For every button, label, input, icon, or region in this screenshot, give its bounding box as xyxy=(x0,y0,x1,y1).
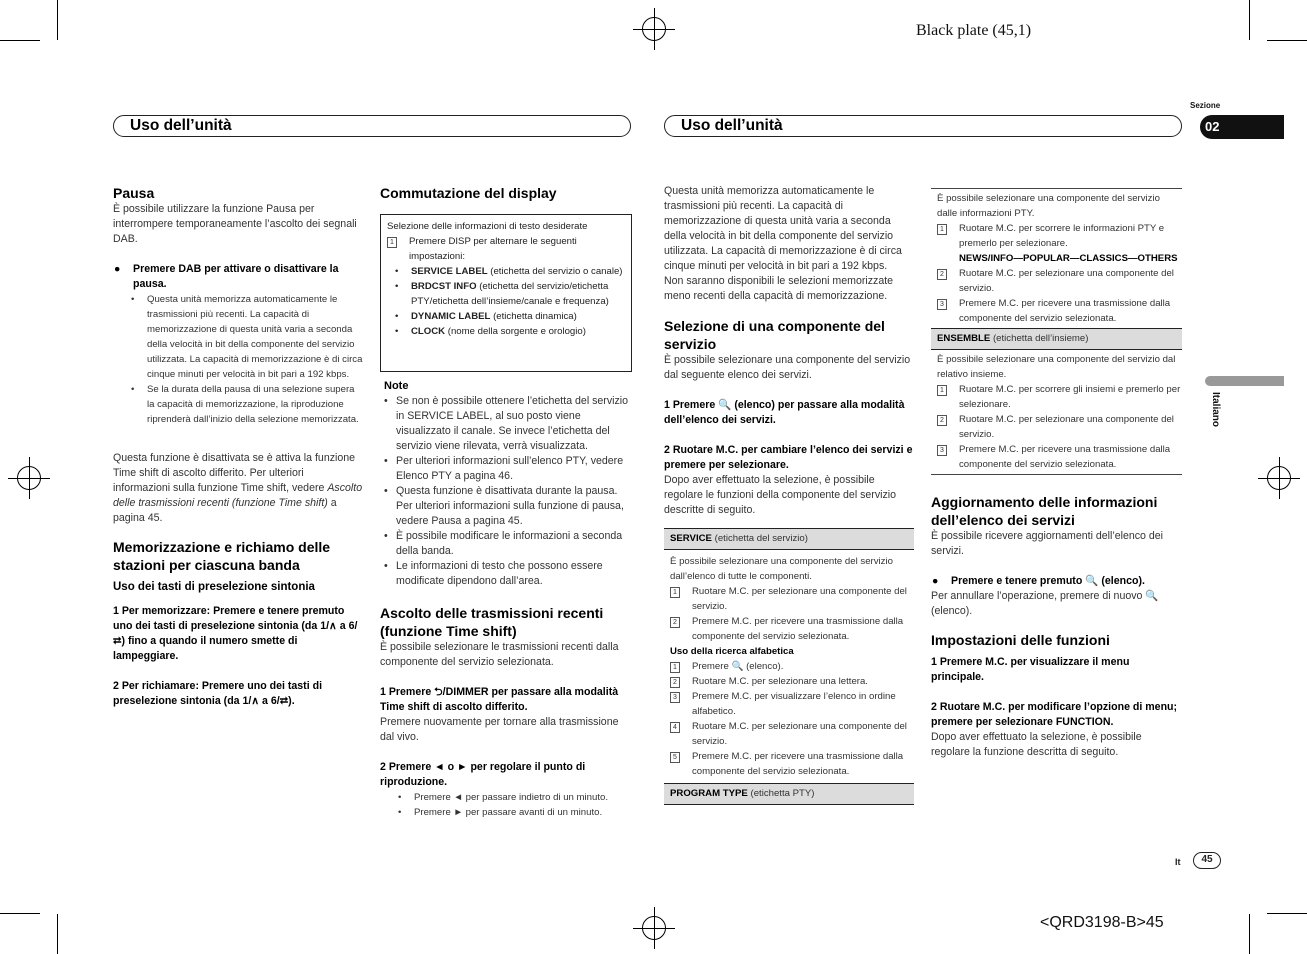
func-title: Impostazioni delle funzioni xyxy=(931,632,1110,648)
sel-step-2-text: Dopo aver effettuato la selezione, è possibile regolare le funzioni della componente del servizio descritte di seguito. xyxy=(664,474,897,516)
pty-step-2: 2 Ruotare M.C. per selezionare una componente del servizio. xyxy=(937,266,1182,296)
step-text: Ruotare M.C. per selezionare una componente del servizio. xyxy=(959,414,1174,440)
timeshift-page: a pagina 45. xyxy=(113,497,337,524)
upd-step: ● Premere e tenere premuto 🔍 (elenco). xyxy=(932,575,1145,587)
item-rest: (etichetta del servizio/etichetta PTY/etichetta dell’insieme/canale e frequenza) xyxy=(411,281,609,307)
pausa-text: È possibile utilizzare la funzione Pausa per interrompere temporaneamente l’ascolto dei segnali DAB. xyxy=(113,203,357,245)
list-item: • Premere ◄ per passare indietro di un minuto. xyxy=(380,790,632,805)
step-text: Premere M.C. per ricevere una trasmissione dalla componente del servizio selezionata. xyxy=(692,751,904,777)
item-rest: (etichetta del servizio o canale) xyxy=(487,266,623,277)
timeshift-note-text: Questa funzione è disattivata se è attiva la funzione Time shift di ascolto differito. Per ulteriori informazioni sulla funzione Time shift, vedere xyxy=(113,452,356,494)
page-number-text: 45 xyxy=(1201,854,1213,865)
pausa-step-text: Premere DAB per attivare o disattivare la pausa. xyxy=(133,263,339,290)
crop-mark xyxy=(1267,913,1307,914)
sel-text: È possibile selezionare una componente del servizio dal seguente elenco dei servizi. xyxy=(664,354,911,381)
pty-text: È possibile selezionare una componente del servizio dalle informazioni PTY. xyxy=(937,193,1160,219)
ens-step-1: 1 Ruotare M.C. per scorrere gli insiemi e premerlo per selezionare. xyxy=(937,382,1182,412)
step-text: Ruotare M.C. per selezionare una componente del servizio. xyxy=(692,721,907,747)
crop-mark xyxy=(1249,0,1250,40)
service-bar xyxy=(664,528,914,550)
mem-step-1: 1 Per memorizzare: Premere e tenere premuto uno dei tasti di preselezione sintonia (da 1/∧ a 6/⮂) fino a quando il numero smette di lampeggiare. xyxy=(113,605,358,662)
item-rest: (etichetta dinamica) xyxy=(490,311,577,322)
mem-step-2: 2 Per richiamare: Premere uno dei tasti di preselezione sintonia (da 1/∧ a 6/⮂). xyxy=(113,680,323,707)
list-item xyxy=(377,279,625,309)
bar-bold: PROGRAM TYPE xyxy=(670,788,748,799)
list-item: • Se non è possibile ottenere l’etichetta del servizio in SERVICE LABEL, al suo posto viene visualizzato il canale. Se invece l’etichetta del servizio viene rilevata, verrà visualizzata. xyxy=(380,394,632,454)
list-item: • Le informazioni di testo che possono essere modificate dipendono dall’area. xyxy=(380,559,632,589)
item-bold: CLOCK xyxy=(411,326,446,337)
registration-mark-icon xyxy=(642,916,666,940)
alpha-step-1: 1 Premere 🔍 (elenco). xyxy=(670,659,914,674)
pty-list: NEWS/INFO—POPULAR—CLASSICS—OTHERS xyxy=(959,253,1178,264)
column-2 xyxy=(380,184,632,202)
list-item: • Questa unità memorizza automaticamente le trasmissioni più recenti. La capacità di memorizzazione di questa unità varia a seconda della velocità in bit della componente del servizio utilizzata. La capacità di memorizzazione è di circa cinque minuti per velocità in bit pari a 192 kbps. xyxy=(113,292,363,382)
list-item xyxy=(377,309,625,324)
list-item: • Premere ► per passare avanti di un minuto. xyxy=(380,805,632,820)
display-box xyxy=(380,214,632,372)
list-item xyxy=(377,324,625,339)
ts-step-1-text: Premere nuovamente per tornare alla trasmissione dal vivo. xyxy=(380,716,619,743)
column-4 xyxy=(931,188,1182,760)
ts-bullets xyxy=(380,790,632,820)
alpha-title: Uso della ricerca alfabetica xyxy=(670,646,794,657)
mem-title: Memorizzazione e richiamo delle stazioni per ciascuna banda xyxy=(113,539,331,573)
step-text: Ruotare M.C. per scorrere le informazioni PTY e premerlo per selezionare. xyxy=(959,223,1165,249)
pausa-bullets xyxy=(113,292,363,427)
column-2-notes xyxy=(380,379,632,820)
step-text: Ruotare M.C. per selezionare una componente del servizio. xyxy=(959,268,1174,294)
registration-mark-icon xyxy=(642,17,666,41)
side-tab xyxy=(1205,376,1284,386)
crop-mark xyxy=(57,0,58,40)
sezione-label: Sezione xyxy=(1190,101,1221,110)
ens-text: È possibile selezionare una componente del servizio dal relativo insieme. xyxy=(937,354,1176,380)
sel-step-2: 2 Ruotare M.C. per cambiare l’elenco dei servizi e premere per selezionare. xyxy=(664,444,913,471)
upd-step-detail: Per annullare l’operazione, premere di nuovo 🔍 (elenco). xyxy=(931,590,1159,617)
ens-step-3: 3 Premere M.C. per ricevere una trasmissione dalla componente del servizio selezionata. xyxy=(937,442,1182,472)
pausa-title: Pausa xyxy=(113,185,155,201)
alpha-step-2: 2 Ruotare M.C. per selezionare una lettera. xyxy=(670,674,914,689)
page-number xyxy=(1193,852,1221,869)
mem-subtitle: Uso dei tasti di preselezione sintonia xyxy=(113,581,315,593)
registration-mark-icon xyxy=(1267,466,1291,490)
note-title: Note xyxy=(384,380,409,392)
page-lang: It xyxy=(1175,857,1181,867)
ts-step-1: 1 Premere ⮌/DIMMER per passare alla modalità Time shift di ascolto differito. xyxy=(380,686,619,713)
step-text: Premere M.C. per ricevere una trasmissione dalla componente del servizio selezionata. xyxy=(959,444,1171,470)
registration-mark-icon xyxy=(17,466,41,490)
alpha-step-3: 3 Premere M.C. per visualizzare l’elenco in ordine alfabetico. xyxy=(670,689,914,719)
step-text: Premere M.C. per ricevere una trasmissione dalla componente del servizio selezionata. xyxy=(959,298,1171,324)
timeshift-ref-link[interactable]: Ascolto delle trasmissioni recenti (funzione Time shift) xyxy=(113,482,363,509)
item-bold: BRDCST INFO xyxy=(411,281,477,292)
crop-mark xyxy=(1267,40,1307,41)
notes-list xyxy=(380,394,632,589)
service-step-1: 1 Ruotare M.C. per selezionare una componente del servizio. xyxy=(670,584,914,614)
step-text: Ruotare M.C. per scorrere gli insiemi e premerlo per selezionare. xyxy=(959,384,1181,410)
bar-bold: SERVICE xyxy=(670,533,712,544)
header-right: Uso dell’unità xyxy=(664,115,1182,137)
crop-mark xyxy=(0,40,40,41)
disp-title: Commutazione del display xyxy=(380,185,557,201)
bar-rest: (etichetta del servizio) xyxy=(711,533,808,544)
ts-title: Ascolto delle trasmissioni recenti (funzione Time shift) xyxy=(380,605,604,639)
step-text: Ruotare M.C. per selezionare una lettera. xyxy=(692,676,868,687)
column-3 xyxy=(664,184,914,805)
list-item: • Questa funzione è disattivata durante la pausa. Per ulteriori informazioni sulla funzione di pausa, vedere Pausa a pagina 45. xyxy=(380,484,632,529)
alpha-step-4: 4 Ruotare M.C. per selezionare una componente del servizio. xyxy=(670,719,914,749)
service-text: È possibile selezionare una componente del servizio dall’elenco di tutte le componenti. xyxy=(670,556,893,582)
list-item: • Per ulteriori informazioni sull’elenco PTY, vedere Elenco PTY a pagina 46. xyxy=(380,454,632,484)
bar-rest: (etichetta dell’insieme) xyxy=(990,333,1089,344)
list-item: • È possibile modificare le informazioni a seconda della banda. xyxy=(380,529,632,559)
pty-step-1: 1 Ruotare M.C. per scorrere le informazioni PTY e premerlo per selezionare. xyxy=(937,221,1182,251)
bar-bold: ENSEMBLE xyxy=(937,333,991,344)
alpha-step-5: 5 Premere M.C. per ricevere una trasmissione dalla componente del servizio selezionata. xyxy=(670,749,914,779)
crop-mark xyxy=(57,914,58,954)
item-bold: SERVICE LABEL xyxy=(411,266,488,277)
ts-text: È possibile selezionare le trasmissioni recenti dalla componente del servizio selezionata. xyxy=(380,641,619,668)
intro-text: Questa unità memorizza automaticamente le trasmissioni più recenti. La capacità di memorizzazione di questa unità varia a seconda della velocità in bit della componente del servizio utilizzata. La capacità di memorizzazione è di circa cinque minuti per velocità in bit pari a 192 kbps. Non saranno disponibili le selezioni memorizzate meno recenti della capacità di memorizzazione. xyxy=(664,185,902,302)
footer-code: <QRD3198-B>45 xyxy=(1040,914,1164,931)
step-text: Ruotare M.C. per selezionare una componente del servizio. xyxy=(692,586,907,612)
service-step-2: 2 Premere M.C. per ricevere una trasmissione dalla componente del servizio selezionata. xyxy=(670,614,914,644)
upd-text: È possibile ricevere aggiornamenti dell’elenco dei servizi. xyxy=(931,530,1164,557)
list-item: • Se la durata della pausa di una selezione supera la capacità di memorizzazione, la riproduzione riprenderà dall’inizio della selezione memorizzata. xyxy=(113,382,363,427)
pty-bar xyxy=(664,783,914,805)
step-text: Premere M.C. per visualizzare l’elenco in ordine alfabetico. xyxy=(692,691,896,717)
step-text: Premere 🔍 (elenco). xyxy=(692,661,784,672)
upd-step-text: Premere e tenere premuto 🔍 (elenco). xyxy=(951,575,1145,587)
bar-rest: (etichetta PTY) xyxy=(747,788,815,799)
box-step: 1 Premere DISP per alternare le seguenti impostazioni: xyxy=(387,234,625,264)
func-step-2-text: Dopo aver effettuato la selezione, è possibile regolare la funzione descritta di seguito. xyxy=(931,731,1142,758)
timeshift-note xyxy=(113,451,363,526)
section-number xyxy=(1200,115,1284,139)
crop-mark xyxy=(1249,914,1250,954)
upd-title: Aggiornamento delle informazioni dell’elenco dei servizi xyxy=(931,494,1158,528)
crop-mark xyxy=(0,913,40,914)
sel-title: Selezione di una componente del servizio xyxy=(664,318,885,352)
func-step-2: 2 Ruotare M.C. per modificare l’opzione di menu; premere per selezionare FUNCTION. xyxy=(931,701,1178,728)
pty-step-3: 3 Premere M.C. per ricevere una trasmissione dalla componente del servizio selezionata. xyxy=(937,296,1182,326)
func-step-1: 1 Premere M.C. per visualizzare il menu principale. xyxy=(931,656,1130,683)
step-text: Premere M.C. per ricevere una trasmissione dalla componente del servizio selezionata. xyxy=(692,616,904,642)
ens-step-2: 2 Ruotare M.C. per selezionare una componente del servizio. xyxy=(937,412,1182,442)
list-item xyxy=(377,264,625,279)
header-left: Uso dell’unità xyxy=(113,115,631,137)
sel-step-1: 1 Premere 🔍 (elenco) per passare alla modalità dell’elenco dei servizi. xyxy=(664,399,905,426)
column-1 xyxy=(113,184,363,709)
box-step-text: Premere DISP per alternare le seguenti impostazioni: xyxy=(409,236,577,262)
box-items xyxy=(377,264,625,339)
ensemble-bar xyxy=(931,328,1182,350)
section-number-text: 02 xyxy=(1205,119,1220,134)
item-bold: DYNAMIC LABEL xyxy=(411,311,491,322)
plate-label: Black plate (45,1) xyxy=(916,22,1032,39)
box-title: Selezione delle informazioni di testo desiderate xyxy=(387,221,588,232)
item-rest: (nome della sorgente e orologio) xyxy=(445,326,586,337)
pausa-step: ● Premere DAB per attivare o disattivare la pausa. xyxy=(114,263,339,290)
side-language: Italiano xyxy=(1210,392,1221,428)
ts-step-2: 2 Premere ◄ o ► per regolare il punto di riproduzione. xyxy=(380,761,586,788)
